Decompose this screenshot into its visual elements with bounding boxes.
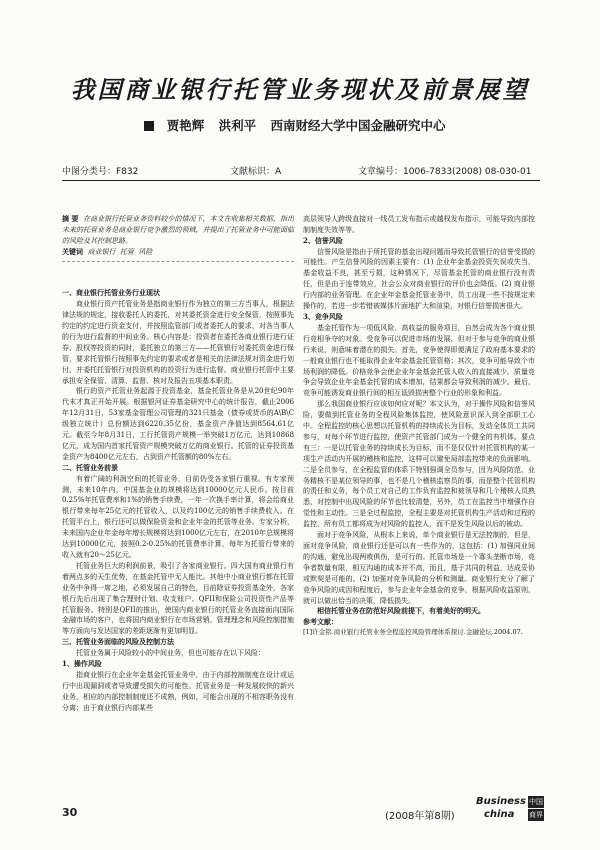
body-paragraph: 高层领导人跨级直接对一线员工发布指示或越权发布指示，可能导致内部控制制度失效等等。 — [303, 214, 535, 234]
body-paragraph: 托管业务巨大的利润前景，吸引了各家商业银行。四大国有商业银行有着两点多的天生优势，在基金托管中无人能比。其他中小商业银行都在托管业务中争得一席之地，必须发展自己的特色，目前除证券投资基金外，各家银行先后出现了集合理财计划、收支账户、QFII和保险公司投资性产品等托管服务。特别是QFII的推出，使国内商业银行的托管业务直接面向国际金融市场的客户，也将国内商业银行在市场营销、管理理念和风险控制措施等方面向与发达国家的差距逐渐有更加明显。 — [62, 561, 294, 636]
left-body — [62, 288, 294, 713]
abstract-text: 在商业银行托管业务资料较少的情况下，本文在收集相关数据，指出未来的托管业务是商业银行竞争激烈的领域，并提出了托管业务中可能面临的风险及其控制思路。 — [62, 214, 295, 245]
business-china-logo — [476, 796, 544, 822]
body-paragraph: 商业银行资产托管业务是指商业银行作为独立的第三方当事人，根据法律法规的规定，接收委托人的委托，对其委托资金进行安全保管，按照事先约定的约定进行资金支付，并按照监管部门或者委托人的要求，对各当事人的行为进行监督的中间业务。核心内容是：投资者在委托各商业银行进行证券、股权等投资的同时，委托独立的第三方——托管银行对委托资金进行保管，要求托管银行按照事先约定的要求或者是相关的法律法规对资金进行划付，并委托托管银行对投资机构的投资行为进行监督。商业银行托管中主要承担安全保管、清算、监督、核对及报告五项基本职责。 — [62, 300, 294, 385]
author-line — [0, 116, 600, 134]
logo-text-shangjie: 商界 — [529, 811, 543, 819]
body-paragraph: 银行的资产托管业务起源于投资基金，基金托管业务是从20世纪90年代末才真正开始开展。根据银河证券基金研究中心的统计报告，截止2006年12月31日，53家基金管理公司管理的321只基金（债券或货币的A\B\C级独立统计）总份额达到6220.35亿份，基金资产净值达到8564.61亿元。截至今年8月31日，工行托管资产规模一举突破1万亿元，达到10868亿元，成为国内首家托管资产规模突破万亿的商业银行。托管的证券投资基金资产为8400亿元左右，占到资产托管额的80%左右。 — [62, 387, 294, 461]
issue-label: (2008年第8期) — [385, 811, 455, 822]
meta-line — [62, 164, 540, 181]
keywords-label: 关键词 — [62, 247, 83, 256]
body-paragraph: 托管业务属于风险较小的中间业务，但也可能存在以下风险： — [76, 649, 265, 658]
article-id: 文章编号：1006-7833(2008) 08-030-01 — [358, 167, 532, 177]
body-paragraph: 那么我国商业银行应该如何应对呢？本文认为，对于操作风险和信誉风险，要做到托管业务的全程风险集体监控，使风险意识深入到全部职工心中。全程监控的核心思想以托管机构的持续成长为目标，发动全体员工共同参与，对每个环节进行监控，使资产托管部门成为一个健全的有机体。要点有三：一是以托管业务的持续成长为目标，而不是仅仅针对托管机构的某一项生产活动内开展的稽核和监控，这样可以避免局部监控带来的负面影响。二是全员参与，在全程监管的体系下特别强调全员参与，因为风险防范、业务精核不是某位领导的事，也不是几个稽核监察员的事，而是整个托管机构的责任和义务，每个员工对自己的工作负有监控和被领导和几个稽核人员熟悉，对控制中出现风险的环节也比较清楚，另外，员工在监控当中增强作自觉性和主动性。三是全过程监控，全程主要是对托管机构生产活动和过程的监控，所有员工都将成为对风险的监控人，而不是发生风险以后的被动。 — [303, 400, 535, 529]
body-paragraph: 有着广阔的利润空间的托管业务，目前仍受各家银行重视。有专家预测，未来10年内，中国基金业的规模将达到10000亿元人民币。按目前0.25%年托管费率和1%的销售手续费，一年一次换手率计算，将会给商业银行带来每年25亿元的托管收入，以及约100亿元的销售手续费收入。在托管平台上，银行还可以做保险资金和企业年金的托管等业务。专家分析，未来国内企业年金每年增长规模将达到1000亿元左右，在2010年总规模将达到10000亿元，按照0.2-0.25%的托管费率计算，每年为托管行带来的收入就有20～25亿元。 — [62, 474, 294, 559]
abstract-label: 摘 要 — [62, 214, 79, 223]
body-paragraph: 相信托管业务在防范好风险前提下，有着美好的明天。 — [317, 606, 485, 616]
author-1: 贾艳辉 — [166, 118, 205, 133]
body-paragraph: 信誉风险是指由于所托管的基金出现问题而导致托管银行的信誉受损的可能性。产生信誉风险的因素主要有：(1) 企业年金基金投资失误或失当，基金收益不良，甚至亏损，这种情况下，尽管基金托管的商业银行没有责任，但是由于连带效应，社会公众对商业银行的评价也会降低。(2) 商业银行内部的业务管理。在企业年金基金托管业务中，员工出现一些不按规定来操作的，若进一步若错被媒体片面地扩大和渲染，对银行信誉损害很大。 — [303, 247, 535, 311]
square-bullet-icon — [144, 121, 154, 131]
logo-text-business: Business — [476, 796, 526, 807]
article-title: 我国商业银行托管业务现状及前景展望 — [70, 76, 530, 104]
section-heading: 二、托管业务前景 — [62, 462, 118, 472]
right-column — [303, 192, 535, 649]
abstract — [62, 214, 294, 263]
keywords: 商业银行 托管 风险 — [87, 247, 153, 256]
author-2: 洪利平 — [218, 118, 257, 133]
body-paragraph: 指商业银行在企业年金基金托管业务中，由于内部控制制度在设计或运行中出现漏洞或者导致遭受损失的可能性。托管业务是一种发展较快的新兴业务，相应的内部控制制度还不成熟，例如，可能会出现的不相容职务没有分离；由于商业银行内部某些 — [62, 670, 294, 712]
body-paragraph: 面对于竞争风险，从根本上来说，单个商业银行是无法控制的，但是，面对竞争风险，商业银行还是可以有一些作为的，这包括：(1) 加强同业间的沟通，避免出现两败俱伤，是可行的。托管市场是一个寡头垄断市场，竞争者数量有限，相互沟通的成本并不高，而且，基于共同的利益，达成妥协或默契是可能的。(2) 加强对竞争风险的分析和测量。商业银行充分了解了竞争风险的成因和程度后，参与企业年金基金的竞争，根据风险收益原则，就可以做出恰当的决策，降低损失。 — [303, 531, 535, 605]
affiliation: 西南财经大学中国金融研究中心 — [270, 118, 446, 133]
logo-text-zhongguo: 中国 — [529, 798, 543, 806]
page-number: 30 — [62, 806, 78, 819]
logo-text-china: china — [484, 809, 515, 820]
section-heading: 一、商业银行托管业务行业现状 — [62, 288, 160, 298]
section-heading: 3、竞争风险 — [303, 311, 343, 321]
right-body — [303, 214, 535, 638]
section-heading: 三、托管业务面临的风险及控制方法 — [62, 637, 174, 647]
section-heading: 1、操作风险 — [62, 659, 102, 669]
reference-item: [1]许金铭.商业银行托管业务全程监控风险管理体系探讨.金融论坛.2004.07. — [303, 628, 523, 637]
body-paragraph: 基金托管作为一项低风险、高收益的服务项目，自然会成为各个商业银行竞相争夺的对象。受竞争可以促进市场的发展，但对于参与竞争的商业银行来说，则意味着潜在的损失。首先，竞争使得即便满足了政府基本要求的一般商业银行也不能取得企业年金基金托管资格；其次，竞争可能导致个市场利润的降低。价格竞争会使企业年金基金托管人收入的直接减少。质量竞争会导致企业年金基金托管的成本增加，结果都会导致利润的减少。最后，竞争可能诱发商业银行间的相互诋毁损害整个行业的形象和利益。 — [303, 323, 535, 398]
left-column — [62, 192, 294, 725]
section-heading: 2、信誉风险 — [303, 235, 343, 245]
classification: 中图分类号：F832 — [62, 167, 139, 177]
document-code: 文献标识：A — [230, 167, 282, 177]
references-heading: 参考文献： — [303, 617, 338, 627]
